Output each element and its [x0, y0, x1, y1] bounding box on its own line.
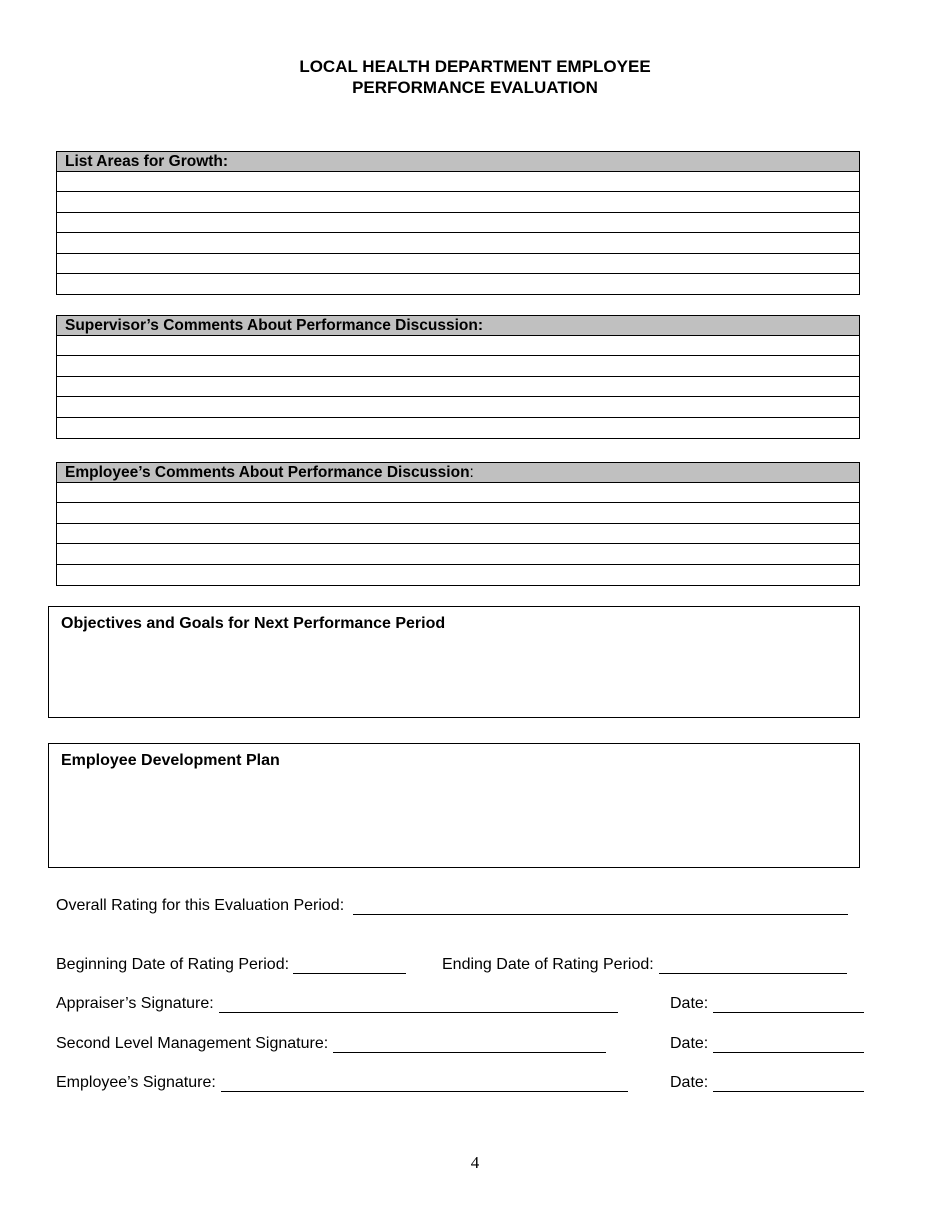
employee-comments-line-5[interactable]: [57, 565, 859, 585]
second-level-signature-input-line[interactable]: [333, 1036, 606, 1053]
employee-signature-label: Employee’s Signature:: [56, 1074, 216, 1091]
second-level-date-label: Date:: [670, 1035, 709, 1052]
beginning-date-label: Beginning Date of Rating Period:: [56, 956, 290, 973]
supervisor-comments-section: [56, 315, 860, 439]
employee-date-input-line[interactable]: [713, 1075, 864, 1092]
appraiser-date-input-line[interactable]: [713, 996, 864, 1013]
employee-date-field: [670, 1074, 864, 1092]
employee-comments-line-1[interactable]: [57, 483, 859, 503]
employee-signature-field: [56, 1074, 628, 1092]
growth-line-1[interactable]: [57, 172, 859, 192]
form-title: [0, 56, 950, 98]
development-plan-heading: Employee Development Plan: [61, 752, 280, 769]
overall-rating-input-line[interactable]: [353, 898, 848, 915]
supervisor-comments-line-3[interactable]: [57, 377, 859, 397]
employee-comments-line-3[interactable]: [57, 524, 859, 544]
ending-date-field: [442, 956, 847, 974]
ending-date-label: Ending Date of Rating Period:: [442, 956, 654, 973]
appraiser-signature-label: Appraiser’s Signature:: [56, 995, 214, 1012]
appraiser-date-field: [670, 995, 864, 1013]
form-title-line-2: PERFORMANCE EVALUATION: [352, 78, 598, 97]
growth-header: List Areas for Growth:: [57, 152, 859, 172]
growth-line-3[interactable]: [57, 213, 859, 233]
employee-comments-line-4[interactable]: [57, 544, 859, 564]
employee-comments-header: [57, 463, 859, 483]
ending-date-input-line[interactable]: [659, 957, 847, 974]
employee-date-label: Date:: [670, 1074, 709, 1091]
development-plan-box[interactable]: [48, 743, 860, 868]
growth-line-2[interactable]: [57, 192, 859, 212]
employee-comments-colon: :: [469, 464, 474, 481]
employee-comments-label: Employee’s Comments About Performance Discussion: [65, 464, 470, 481]
supervisor-comments-line-1[interactable]: [57, 336, 859, 356]
beginning-date-input-line[interactable]: [293, 957, 406, 974]
overall-rating-label: Overall Rating for this Evaluation Period:: [56, 897, 345, 914]
growth-line-5[interactable]: [57, 254, 859, 274]
employee-comments-line-2[interactable]: [57, 503, 859, 523]
supervisor-comments-header: Supervisor’s Comments About Performance Discussion:: [57, 316, 859, 336]
supervisor-comments-line-5[interactable]: [57, 418, 859, 438]
appraiser-date-label: Date:: [670, 995, 709, 1012]
second-level-signature-label: Second Level Management Signature:: [56, 1035, 329, 1052]
supervisor-comments-line-4[interactable]: [57, 397, 859, 417]
second-level-signature-field: [56, 1035, 606, 1053]
overall-rating-field: [56, 897, 848, 915]
growth-line-4[interactable]: [57, 233, 859, 253]
page-number: 4: [470, 1153, 480, 1172]
growth-line-6[interactable]: [57, 274, 859, 294]
beginning-date-field: [56, 956, 406, 974]
appraiser-signature-field: [56, 995, 618, 1013]
employee-signature-input-line[interactable]: [221, 1075, 628, 1092]
growth-section: [56, 151, 860, 295]
supervisor-comments-line-2[interactable]: [57, 356, 859, 376]
appraiser-signature-input-line[interactable]: [219, 996, 618, 1013]
form-title-line-1: LOCAL HEALTH DEPARTMENT EMPLOYEE: [299, 57, 651, 76]
objectives-heading: Objectives and Goals for Next Performance Period: [61, 615, 446, 632]
objectives-box[interactable]: [48, 606, 860, 718]
employee-comments-section: [56, 462, 860, 586]
second-level-date-input-line[interactable]: [713, 1036, 864, 1053]
second-level-date-field: [670, 1035, 864, 1053]
